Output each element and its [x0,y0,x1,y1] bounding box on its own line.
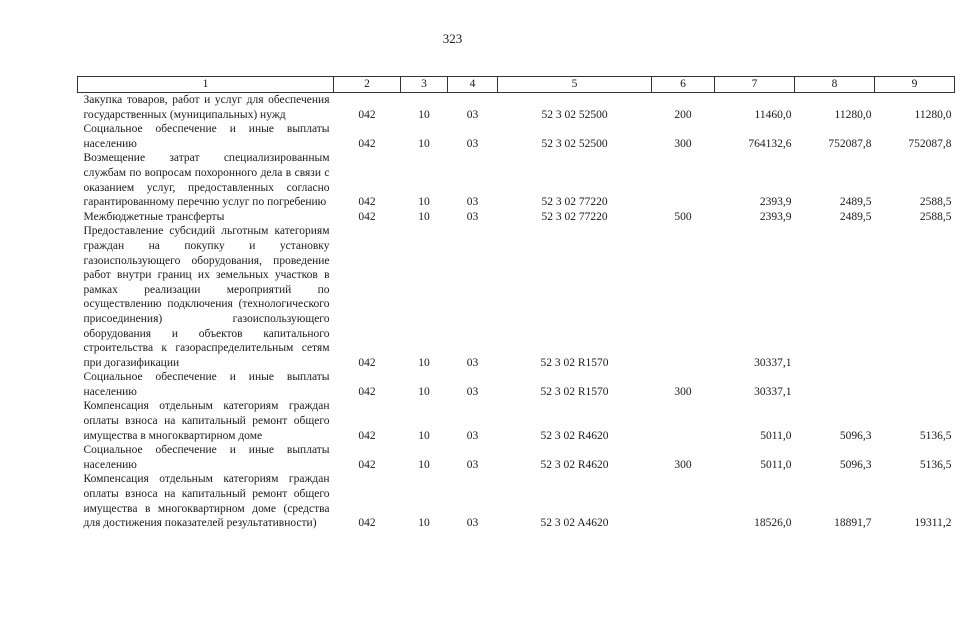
cell-amount-9: 752087,8 [908,137,952,150]
table-row [78,370,955,399]
table-row [78,122,955,151]
cell-amount-8: 752087,8 [828,137,872,150]
cell-grbs: 042 [358,385,376,398]
cell-amount-8: 18891,7 [834,517,872,530]
cell-grbs: 042 [358,458,376,471]
cell-amount-7: 5011,0 [760,458,792,471]
cell-target-article: 52 3 02 R4620 [540,458,609,471]
cell-expense-type: 300 [674,385,692,398]
cell-subsection: 03 [466,517,479,530]
cell-amount-7: 2393,9 [759,196,792,209]
row-name: Компенсация отдельным категориям граждан оплаты взноса на капитальный ремонт общего имущества в многоквартирном доме (средства для достижения показателей результативности) [83,473,330,530]
cell-subsection: 03 [466,385,479,398]
cell-section: 10 [418,108,430,121]
cell-amount-9: 5136,5 [919,429,952,442]
cell-amount-8 [795,370,875,399]
cell-amount-7: 30337,1 [754,356,792,369]
cell-amount-9 [875,224,955,370]
table-row [78,399,955,443]
cell-grbs: 042 [358,517,376,530]
cell-section: 10 [418,458,430,471]
cell-expense-type [652,151,715,209]
cell-amount-7: 11460,0 [754,108,792,121]
cell-target-article: 52 3 02 77220 [541,196,608,209]
cell-target-article: 52 3 02 A4620 [540,517,609,530]
cell-subsection: 03 [466,137,479,150]
cell-grbs: 042 [358,196,376,209]
cell-grbs: 042 [358,210,376,223]
row-name: Компенсация отдельным категориям граждан оплаты взноса на капитальный ремонт общего имущества в многоквартирном доме [83,400,330,442]
cell-subsection: 03 [466,210,479,223]
cell-amount-7: 764132,6 [748,137,792,150]
cell-amount-9: 5136,5 [919,458,952,471]
row-name: Социальное обеспечение и иные выплаты населению [83,123,330,150]
cell-amount-8 [795,224,875,370]
cell-amount-8: 2489,5 [839,196,872,209]
column-header-5: 5 [498,77,652,93]
cell-section: 10 [418,517,430,530]
cell-section: 10 [418,210,430,223]
cell-target-article: 52 3 02 R1570 [540,385,609,398]
cell-subsection: 03 [466,356,479,369]
cell-section: 10 [418,429,430,442]
cell-target-article: 52 3 02 77220 [541,210,608,223]
cell-grbs: 042 [358,137,376,150]
column-header-4: 4 [448,77,498,93]
cell-subsection: 03 [466,429,479,442]
cell-amount-7: 30337,1 [754,385,792,398]
cell-section: 10 [418,385,430,398]
cell-section: 10 [418,137,430,150]
row-name: Социальное обеспечение и иные выплаты населению [83,444,330,471]
row-name: Возмещение затрат специализированным службам по вопросам похоронного дела в связи с оказанием услуг, предоставленных согласно гарантированному перечню услуг по погребению [83,152,330,209]
cell-grbs: 042 [358,356,376,369]
cell-grbs: 042 [358,108,376,121]
cell-expense-type [652,399,715,443]
column-header-9: 9 [875,77,955,93]
table-row [78,93,955,123]
row-name: Социальное обеспечение и иные выплаты населению [83,371,330,398]
column-header-6: 6 [652,77,715,93]
cell-amount-9: 2588,5 [919,210,952,223]
cell-amount-9: 19311,2 [914,517,952,530]
table-row [78,210,955,225]
column-header-1: 1 [78,77,334,93]
cell-grbs: 042 [358,429,376,442]
row-name: Предоставление субсидий льготным категориям граждан на покупку и установку газоиспользующего оборудования, проведение работ внутри границ их земельных участков в рамках реализации мероприятий по осуществлению подключения (технологического присоединения) газоиспользующего оборудования и объектов капитального строительства к газораспределительным сетям при догазификации [83,225,330,369]
table-row [78,472,955,530]
cell-amount-8: 2489,5 [839,210,872,223]
cell-amount-7: 2393,9 [759,210,792,223]
cell-expense-type: 200 [674,108,692,121]
cell-amount-8: 5096,3 [839,458,872,471]
page-number: 323 [442,31,463,46]
cell-expense-type: 300 [674,137,692,150]
cell-target-article: 52 3 02 52500 [541,137,608,150]
cell-expense-type [652,472,715,530]
cell-subsection: 03 [466,458,479,471]
cell-target-article: 52 3 02 R4620 [540,429,609,442]
row-name: Закупка товаров, работ и услуг для обеспечения государственных (муниципальных) нужд [83,94,330,121]
row-name: Межбюджетные трансферты [83,210,225,223]
table-row [78,224,955,370]
table-header-row [78,77,955,93]
cell-expense-type: 500 [674,210,692,223]
column-header-8: 8 [795,77,875,93]
cell-subsection: 03 [466,108,479,121]
cell-amount-9: 2588,5 [919,196,952,209]
cell-target-article: 52 3 02 52500 [541,108,608,121]
column-header-3: 3 [401,77,448,93]
cell-expense-type: 300 [674,458,692,471]
table-body [78,93,955,531]
cell-amount-9: 11280,0 [914,108,952,121]
cell-amount-9 [875,370,955,399]
table-row [78,443,955,472]
cell-amount-8: 11280,0 [834,108,872,121]
budget-table [77,76,955,531]
cell-expense-type [652,224,715,370]
cell-section: 10 [418,356,430,369]
cell-amount-7: 5011,0 [760,429,792,442]
column-header-7: 7 [715,77,795,93]
cell-subsection: 03 [466,196,479,209]
cell-amount-7: 18526,0 [754,517,792,530]
column-header-2: 2 [334,77,401,93]
cell-section: 10 [418,196,430,209]
cell-target-article: 52 3 02 R1570 [540,356,609,369]
cell-amount-8: 5096,3 [839,429,872,442]
table-row [78,151,955,209]
